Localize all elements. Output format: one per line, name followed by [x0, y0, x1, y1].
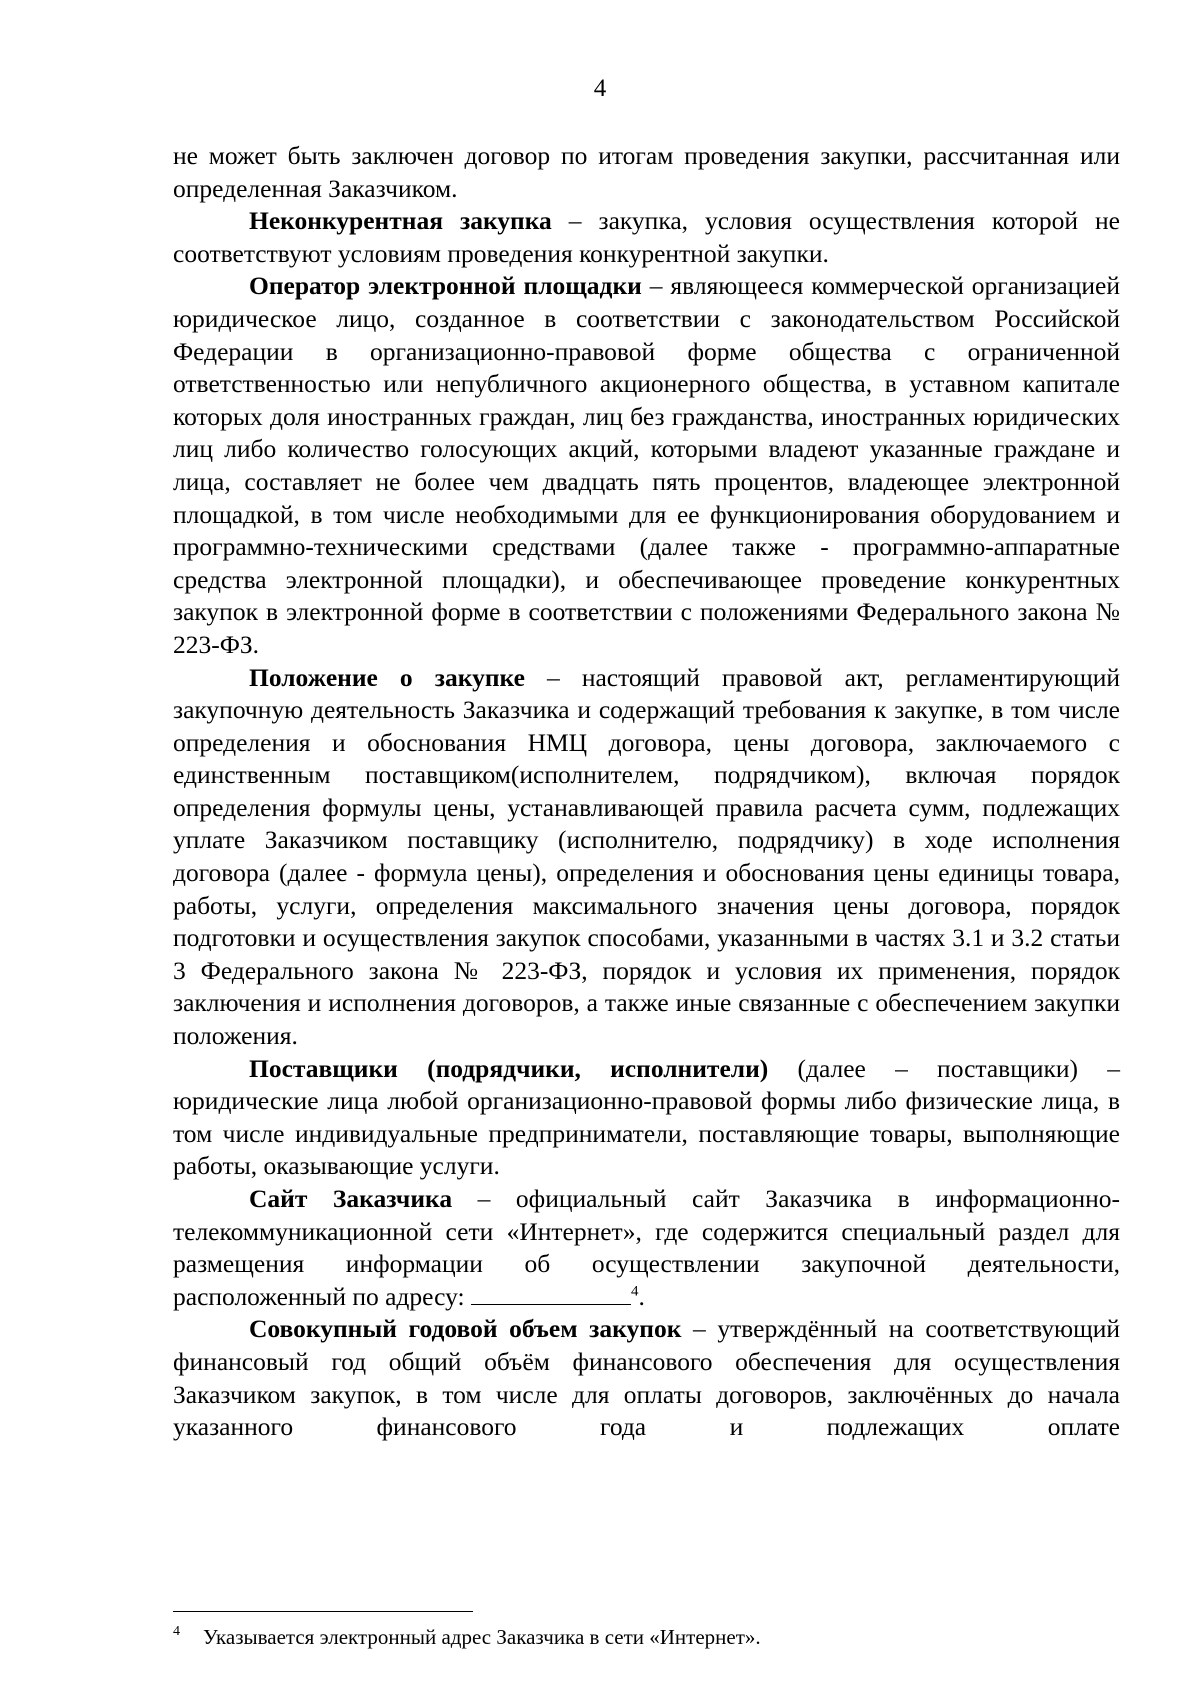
definition-text: – настоящий правовой акт, регламентирующий закупочную деятельность Заказчика и содержащий требования к закупке, в том числе определения и обоснования НМЦ договора, цены договора, заключаемого с единственным поставщиком(исполнителем, подрядчиком), включая порядок определения формулы цены, устанавливающей правила расчета сумм, подлежащих уплате Заказчиком поставщику (исполнителю, подрядчику) в ходе исполнения договора (далее - формула цены), определения и обоснования цены единицы товара, работы, услуги, определения максимального значения цены договора, порядок подготовки и осуществления закупок способами, указанными в частях 3.1 и 3.2 статьи 3 Федерального закона № 223-ФЗ, порядок и условия их применения, порядок заключения и исполнения договоров, а также иные связанные с обеспечением закупки положения.	[173, 662, 1120, 1051]
footnote-text: Указывается электронный адрес Заказчика в сети «Интернет».	[203, 1625, 761, 1649]
definition-term: Неконкурентная закупка	[249, 206, 552, 236]
page-number: 4	[593, 75, 607, 102]
definition-text: – официальный сайт Заказчика в информационно-телекоммуникационной сети «Интернет», где содержится специальный раздел для размещения информации об осуществлении закупочной деятельности, расположенный по адресу:	[173, 1184, 1120, 1311]
definition-suppliers	[173, 1053, 1120, 1183]
footnote-reference: 4	[630, 1283, 639, 1300]
definition-text: – закупка, условия осуществления которой не соответствуют условиям проведения конкурентной закупки.	[173, 206, 1120, 268]
definition-term: Оператор электронной площадки	[249, 271, 642, 301]
footnote-mark: 4	[173, 1624, 180, 1639]
definition-term: Сайт Заказчика	[249, 1184, 453, 1213]
definition-text: – являющееся коммерческой организацией юридическое лицо, созданное в соответствии с законодательством Российской Федерации в организационно-правовой форме общества с ограниченной ответственностью или непубличного акционерного общества, в уставном капитале которых доля иностранных граждан, лиц без гражданства, иностранных юридических лиц либо количество голосующих акций, которыми владеют указанные граждане и лица, составляет не более чем двадцать пять процентов, владеющее электронной площадкой, в том числе необходимыми для ее функционирования оборудованием и программно-техническими средствами (далее также - программно-аппаратные средства электронной площадки), и обеспечивающее проведение конкурентных закупок в электронной форме в соответствии с положениями Федерального закона № 223-ФЗ.	[173, 271, 1120, 659]
sentence-end: .	[638, 1281, 645, 1311]
definition-term: Положение о закупке	[249, 662, 525, 692]
definition-term: Совокупный годовой объем закупок	[249, 1314, 682, 1344]
paragraph-text: не может быть заключен договор по итогам проведения закупки, рассчитанная или определенная Заказчиком.	[173, 141, 1120, 203]
definition-non-competitive-procurement	[173, 205, 1120, 270]
footnote	[173, 1624, 1120, 1650]
footnote-separator	[173, 1611, 473, 1612]
definition-text: – утверждённый на соответствующий финансовый год общий объём финансового обеспечения для осуществления Заказчиком закупок, в том числе для оплаты договоров, заключённых до начала указанного финансового года и подлежащих оплате	[173, 1314, 1121, 1442]
definition-annual-volume	[173, 1313, 1120, 1443]
definition-text: (далее – поставщики) – юридические лица любой организационно-правовой формы либо физические лица, в том числе индивидуальные предприниматели, поставляющие товары, выполняющие работы, оказывающие услуги.	[173, 1053, 1120, 1181]
definition-procurement-regulation	[173, 662, 1120, 1053]
paragraph-continuation	[173, 140, 1120, 205]
definition-customer-site	[173, 1183, 1120, 1313]
document-body	[173, 140, 1120, 1444]
definition-term: Поставщики (подрядчики, исполнители)	[249, 1053, 769, 1083]
definition-platform-operator	[173, 270, 1120, 661]
address-blank-line	[471, 1282, 631, 1305]
